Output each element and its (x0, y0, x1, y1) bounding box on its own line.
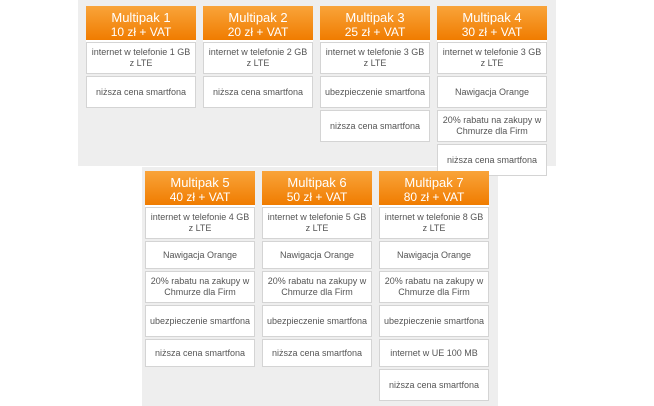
plan-feature: niższa cena smartfona (320, 110, 430, 142)
plan-header (86, 6, 196, 42)
plan-feature: internet w telefonie 8 GB z LTE (379, 207, 489, 239)
plan-feature: Nawigacja Orange (379, 241, 489, 269)
plan-feature: niższa cena smartfona (379, 369, 489, 401)
plan-price: 20 zł + VAT (227, 25, 289, 39)
plan-price: 50 zł + VAT (286, 190, 348, 204)
plan-name: Multipak 7 (404, 175, 464, 190)
plan-feature: 20% rabatu na zakupy w Chmurze dla Firm (145, 271, 255, 303)
plan-card-multipak-7 (379, 171, 489, 401)
plan-name: Multipak 5 (170, 175, 230, 190)
plan-feature: internet w telefonie 3 GB z LTE (437, 42, 547, 74)
plan-feature: internet w telefonie 3 GB z LTE (320, 42, 430, 74)
plan-feature: internet w telefonie 5 GB z LTE (262, 207, 372, 239)
plan-feature: ubezpieczenie smartfona (145, 305, 255, 337)
plan-feature: internet w telefonie 1 GB z LTE (86, 42, 196, 74)
plan-price: 40 zł + VAT (169, 190, 231, 204)
plan-feature: niższa cena smartfona (145, 339, 255, 367)
plan-price: 25 zł + VAT (344, 25, 406, 39)
plan-header (262, 171, 372, 207)
plan-card-multipak-2 (203, 6, 313, 108)
plan-name: Multipak 1 (111, 10, 171, 25)
plan-name: Multipak 6 (287, 175, 347, 190)
plan-feature: niższa cena smartfona (86, 76, 196, 108)
plan-card-multipak-3 (320, 6, 430, 142)
plan-card-multipak-4 (437, 6, 547, 176)
plan-feature: niższa cena smartfona (262, 339, 372, 367)
plan-name: Multipak 3 (345, 10, 405, 25)
plan-price: 30 zł + VAT (461, 25, 523, 39)
plan-price: 80 zł + VAT (403, 190, 465, 204)
plan-header (145, 171, 255, 207)
plan-feature: ubezpieczenie smartfona (320, 76, 430, 108)
plan-header (320, 6, 430, 42)
plan-header (203, 6, 313, 42)
plan-feature: 20% rabatu na zakupy w Chmurze dla Firm (379, 271, 489, 303)
plan-feature: Nawigacja Orange (262, 241, 372, 269)
plan-feature: Nawigacja Orange (145, 241, 255, 269)
plan-feature: internet w telefonie 2 GB z LTE (203, 42, 313, 74)
plan-feature: Nawigacja Orange (437, 76, 547, 108)
plan-card-multipak-1 (86, 6, 196, 108)
plan-feature: 20% rabatu na zakupy w Chmurze dla Firm (437, 110, 547, 142)
plan-feature: internet w telefonie 4 GB z LTE (145, 207, 255, 239)
plan-header (379, 171, 489, 207)
plan-feature: ubezpieczenie smartfona (379, 305, 489, 337)
plan-card-multipak-6 (262, 171, 372, 367)
plan-name: Multipak 4 (462, 10, 522, 25)
plan-feature: ubezpieczenie smartfona (262, 305, 372, 337)
plan-feature: niższa cena smartfona (203, 76, 313, 108)
plan-feature: 20% rabatu na zakupy w Chmurze dla Firm (262, 271, 372, 303)
plan-price: 10 zł + VAT (110, 25, 172, 39)
plan-card-multipak-5 (145, 171, 255, 367)
plan-header (437, 6, 547, 42)
plan-name: Multipak 2 (228, 10, 288, 25)
plan-feature: niższa cena smartfona (437, 144, 547, 176)
plan-feature: internet w UE 100 MB (379, 339, 489, 367)
